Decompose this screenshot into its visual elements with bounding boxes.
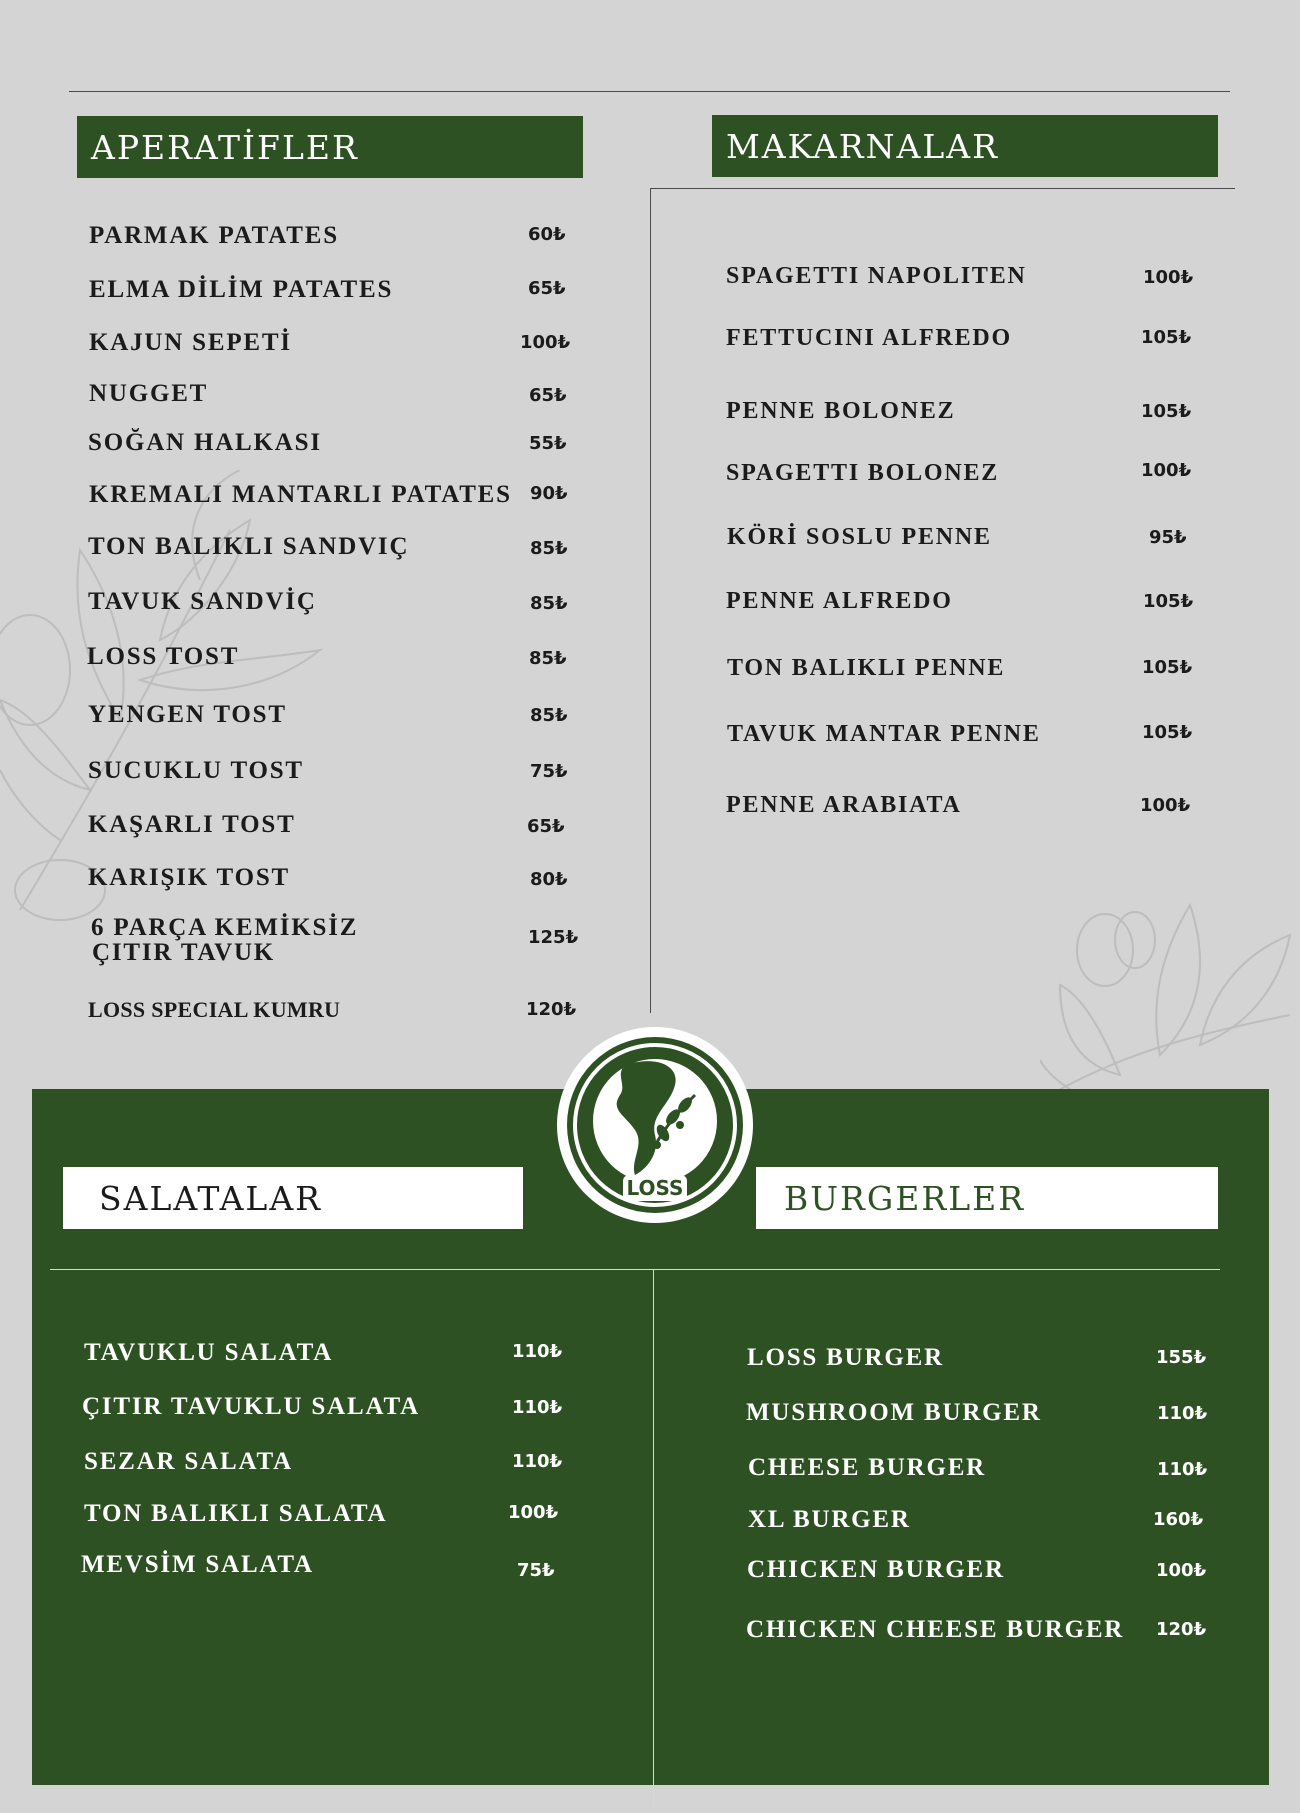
price: 100₺ (508, 1502, 559, 1523)
bottom-divider (50, 1269, 1220, 1270)
list-item: FETTUCINI ALFREDO (726, 325, 1012, 351)
price: 65₺ (528, 278, 566, 299)
list-item: LOSS BURGER (747, 1344, 944, 1371)
price: 85₺ (530, 593, 568, 614)
list-item: PARMAK PATATES (89, 222, 339, 249)
list-item: TON BALIKLI PENNE (727, 655, 1006, 681)
list-item: PENNE ARABIATA (726, 792, 962, 818)
list-item: KARIŞIK TOST (88, 864, 291, 891)
price: 80₺ (530, 869, 568, 890)
price: 85₺ (530, 538, 568, 559)
list-item: MEVSİM SALATA (81, 1551, 314, 1578)
price: 105₺ (1143, 591, 1194, 612)
aperatifler-heading: APERATİFLER (77, 116, 583, 178)
price: 160₺ (1153, 1509, 1204, 1530)
list-item: TAVUK SANDVİÇ (88, 588, 317, 615)
price: 105₺ (1141, 401, 1192, 422)
makarnalar-heading: MAKARNALAR (712, 115, 1218, 177)
list-item: KAJUN SEPETİ (89, 329, 292, 356)
price: 60₺ (528, 224, 566, 245)
price: 125₺ (528, 927, 579, 948)
list-item: XL BURGER (748, 1506, 911, 1533)
list-item: TAVUK MANTAR PENNE (727, 721, 1041, 747)
list-item: CHICKEN CHEESE BURGER (746, 1616, 1125, 1643)
price: 110₺ (512, 1451, 563, 1472)
list-item: PENNE BOLONEZ (726, 398, 956, 424)
makarnalar-underline (650, 188, 1235, 189)
price: 105₺ (1142, 722, 1193, 743)
list-item: SPAGETTI BOLONEZ (726, 460, 1000, 486)
price: 55₺ (529, 433, 567, 454)
list-item: LOSS SPECIAL KUMRU (88, 997, 341, 1022)
list-item: TON BALIKLI SALATA (84, 1500, 388, 1527)
burgerler-heading: BURGERLER (756, 1167, 1218, 1229)
price: 85₺ (530, 705, 568, 726)
price: 75₺ (517, 1560, 555, 1581)
price: 105₺ (1141, 327, 1192, 348)
price: 65₺ (527, 816, 565, 837)
list-item: ELMA DİLİM PATATES (89, 276, 394, 303)
loss-logo (555, 1025, 755, 1225)
price: 100₺ (1141, 460, 1192, 481)
price: 120₺ (1156, 1619, 1207, 1640)
price: 110₺ (512, 1397, 563, 1418)
list-item: YENGEN TOST (88, 701, 287, 728)
list-item: LOSS TOST (87, 643, 240, 670)
bottom-column-divider (653, 1269, 654, 1805)
list-item: SOĞAN HALKASI (88, 429, 322, 456)
list-item-line-2: ÇITIR TAVUK (92, 939, 276, 966)
price: 85₺ (529, 648, 567, 669)
olive-branch-right-decoration (1040, 895, 1300, 1115)
list-item: KREMALI MANTARLI PATATES (89, 481, 512, 508)
price: 100₺ (1140, 795, 1191, 816)
list-item: NUGGET (89, 380, 209, 407)
price: 95₺ (1149, 527, 1187, 548)
price: 110₺ (512, 1341, 563, 1362)
list-item: KÖRİ SOSLU PENNE (727, 524, 992, 550)
top-divider (69, 91, 1230, 92)
price: 105₺ (1142, 657, 1193, 678)
logo-text: LOSS (626, 1176, 684, 1200)
price: 65₺ (529, 385, 567, 406)
price: 100₺ (520, 332, 571, 353)
price: 100₺ (1143, 267, 1194, 288)
list-item: ÇITIR TAVUKLU SALATA (82, 1393, 420, 1420)
list-item: SPAGETTI NAPOLITEN (726, 263, 1027, 289)
price: 100₺ (1156, 1560, 1207, 1581)
list-item: CHICKEN BURGER (747, 1556, 1005, 1583)
list-item: TAVUKLU SALATA (84, 1339, 334, 1366)
price: 110₺ (1157, 1403, 1208, 1424)
list-item: PENNE ALFREDO (726, 588, 953, 614)
salatalar-heading: SALATALAR (63, 1167, 523, 1229)
list-item: MUSHROOM BURGER (746, 1399, 1042, 1426)
price: 120₺ (526, 999, 577, 1020)
price: 75₺ (530, 761, 568, 782)
list-item: 6 PARÇA KEMİKSİZ (91, 914, 359, 941)
list-item: KAŞARLI TOST (88, 811, 296, 838)
list-item: SUCUKLU TOST (88, 757, 304, 784)
top-column-divider (650, 188, 651, 1013)
price: 110₺ (1157, 1459, 1208, 1480)
list-item: TON BALIKLI SANDVIÇ (88, 533, 410, 560)
price: 90₺ (530, 483, 568, 504)
price: 155₺ (1156, 1347, 1207, 1368)
list-item: SEZAR SALATA (84, 1448, 293, 1475)
list-item: CHEESE BURGER (748, 1454, 987, 1481)
